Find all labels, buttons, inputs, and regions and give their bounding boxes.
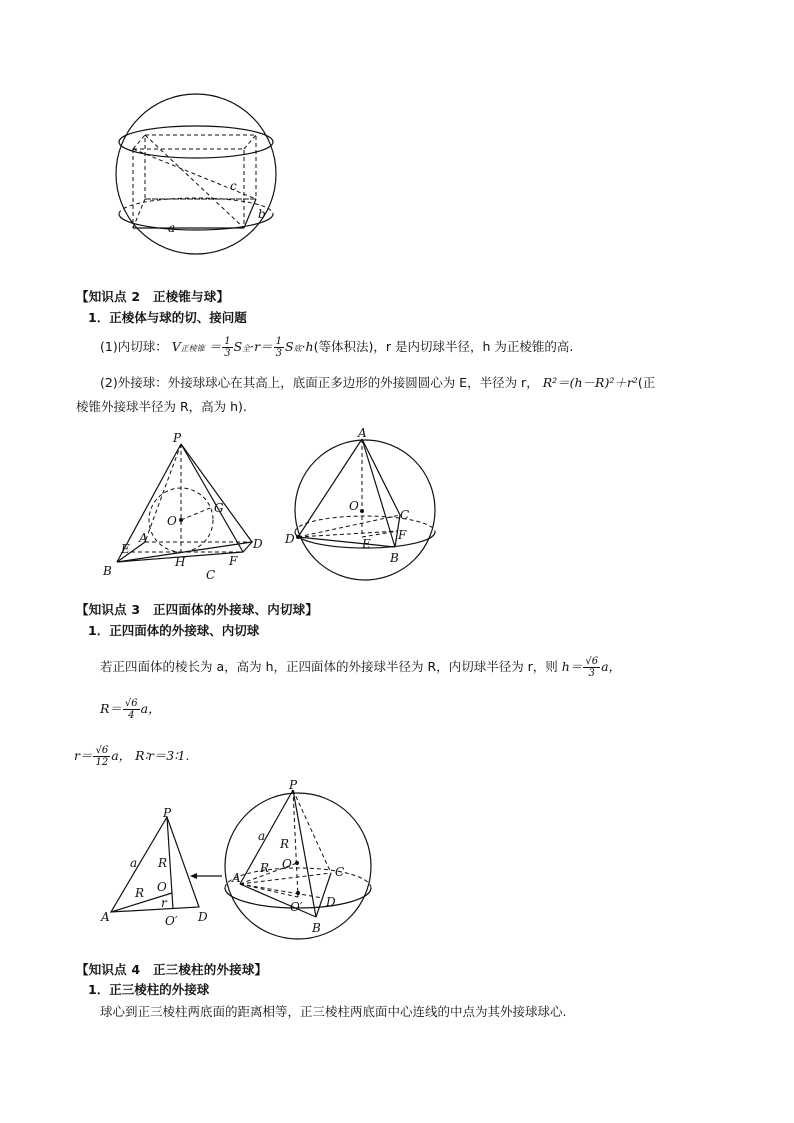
label-O1: O′ — [165, 914, 178, 928]
label-E: E — [121, 542, 130, 556]
label-R2: R — [260, 861, 270, 875]
label-A: A — [232, 871, 241, 885]
figure-pyramid-circum — [282, 425, 447, 585]
label-B: B — [390, 551, 399, 565]
label-C: C — [400, 508, 410, 522]
label-O: O — [157, 880, 167, 894]
circum-ball-line2: 棱锥外接球半径为 R，高为 h). — [76, 399, 247, 414]
label-C: C — [335, 865, 345, 879]
formula-r-line: r＝ $\frac{√6}{12}$ a， R∶r＝3∶1. — [74, 745, 190, 768]
circum-formula: R²＝(h－R)²＋r² — [542, 375, 638, 390]
label-P: P — [289, 780, 298, 792]
formula-R: R＝ $\frac{√6}{4}$ a， — [100, 698, 161, 721]
label-D: D — [253, 537, 263, 551]
formula-h: h＝ $\frac{√6}{3}$ a， — [561, 656, 622, 679]
label-G: G — [214, 501, 224, 515]
figure-pyramid-inscribed — [95, 428, 275, 583]
label-a: a — [258, 829, 266, 843]
label-C: C — [206, 568, 216, 582]
label-E: E — [362, 537, 371, 551]
label-B: B — [103, 564, 112, 578]
formula-r: r＝ $\frac{√6}{12}$ a， — [74, 745, 132, 768]
volume-formula: V正棱锥 ＝ $\frac{1}{3}$ S全·r＝ $\frac{1}{3}$ S底·h — [171, 336, 314, 359]
label-O: O — [349, 499, 359, 513]
label-O1: O′ — [290, 900, 303, 914]
label-R1: R — [280, 837, 290, 851]
label-F: F — [398, 528, 407, 542]
circum-ball-line1: (2)外接球：外接球球心在其高上，底面正多边形的外接圆圆心为 E，半径为 r， R²＝(h－R)²＋r²(正 — [100, 375, 656, 390]
label-a: a — [168, 221, 176, 235]
subheading-kp3-1: 1．正四面体的外接球、内切球 — [88, 623, 260, 638]
label-a: a — [130, 856, 138, 870]
label-P: P — [173, 431, 182, 445]
label-A: A — [358, 426, 367, 440]
figure-tetra-sphere — [218, 780, 383, 940]
section-heading-kp2: 【知识点 2 正棱锥与球】 — [76, 289, 230, 304]
section-heading-kp4: 【知识点 4 正三棱柱的外接球】 — [76, 962, 268, 977]
label-D: D — [326, 895, 336, 909]
subheading-kp2-1: 1．正棱体与球的切、接问题 — [88, 310, 247, 325]
label-R2: R — [135, 886, 145, 900]
prism-line1: 球心到正三棱柱两底面的距离相等，正三棱柱两底面中心连线的中点为其外接球球心. — [100, 1004, 567, 1019]
label-D: D — [198, 910, 208, 924]
label-D: D — [285, 532, 295, 546]
subheading-kp4-1: 1．正三棱柱的外接球 — [88, 982, 210, 997]
label-O: O — [282, 857, 292, 871]
inscribed-ball-line: (1)内切球： V正棱锥 ＝ $\frac{1}{3}$ S全·r＝ $\frac{1}{3}$ S底·h(等体积法)，r 是内切球半径，h 为正棱锥的高. — [100, 336, 574, 359]
label-P: P — [163, 806, 172, 820]
label-A: A — [139, 531, 148, 545]
label-R1: R — [158, 856, 168, 870]
figure-sphere-cuboid — [105, 90, 295, 270]
label-b: b — [258, 207, 266, 221]
label-c: c — [230, 179, 237, 193]
section-heading-kp3: 【知识点 3 正四面体的外接球、内切球】 — [76, 602, 319, 617]
label-A: A — [101, 910, 110, 924]
label-B: B — [312, 921, 321, 935]
label-r: r — [161, 896, 167, 910]
tetra-line1: 若正四面体的棱长为 a，高为 h，正四面体的外接球半径为 R，内切球半径为 r，则 h＝ $\frac{√6}{3}$ a， — [100, 656, 622, 679]
label-O: O — [167, 514, 177, 528]
label-F: F — [229, 554, 238, 568]
label-H: H — [175, 555, 186, 569]
